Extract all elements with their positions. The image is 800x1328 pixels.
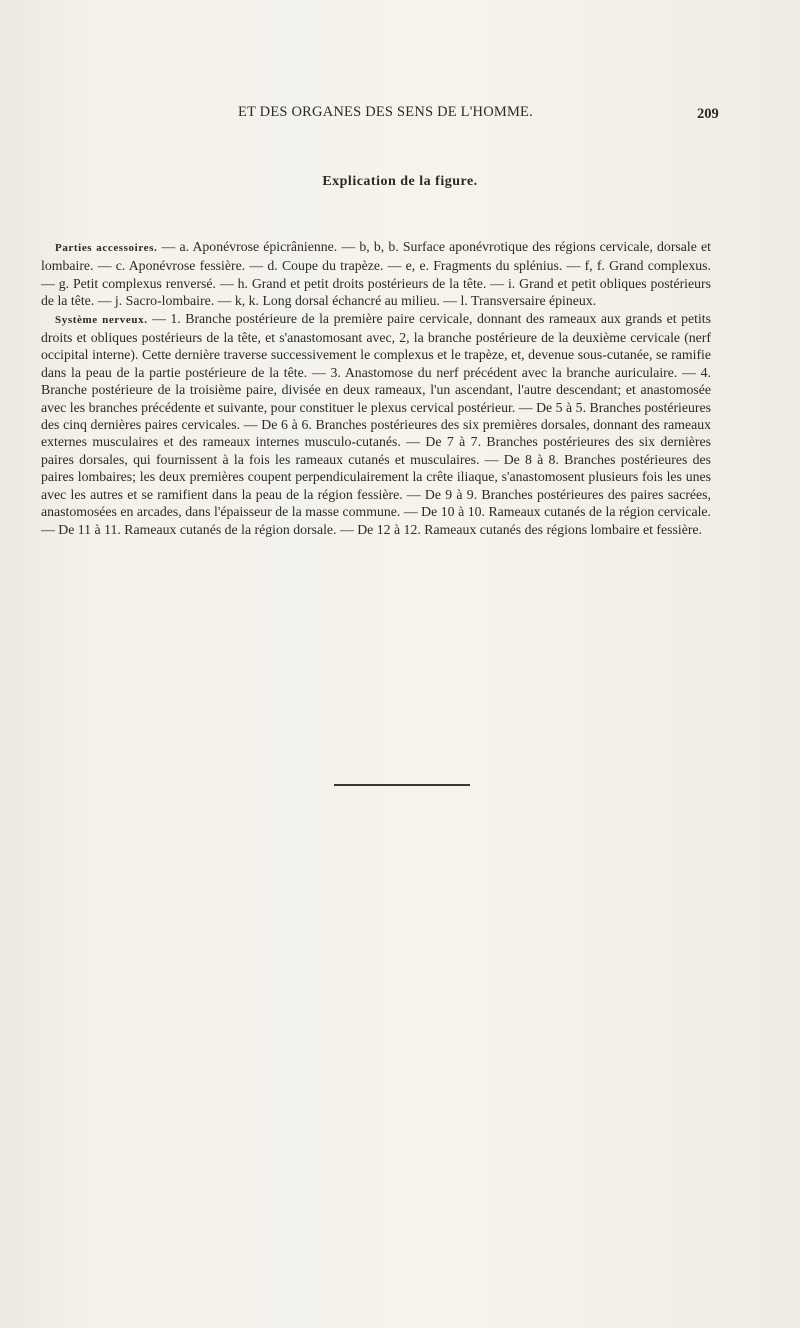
page-number: 209 <box>697 106 719 122</box>
page-header <box>0 104 800 128</box>
paragraph-lead: Système nerveux. <box>55 313 148 326</box>
paragraph-text: — a. Aponévrose épicrânienne. — b, b, b. Surface aponévrotique des régions cervicale, dorsale et lombaire. — c. Aponévrose fessière. — d. Coupe du trapèze. — e, e. Fragments du splénius. — f, f. Grand complexus. — g. Petit complexus renversé. — h. Grand et petit droits postérieurs de la tête. — i. Grand et petit obliques postérieurs de la tête. — j. Sacro-lombaire. — k, k. Long dorsal échancré au milieu. — l. Transversaire épineux. <box>41 239 711 309</box>
paragraph-systeme-nerveux <box>41 310 711 538</box>
closing-rule <box>334 784 470 786</box>
paragraph-lead: Parties accessoires. <box>55 242 158 254</box>
paragraph-text: — 1. Branche postérieure de la première paire cervicale, donnant des rameaux aux grands et petits droits et obliques postérieurs de la tête, et s'anastomosant avec, 2, la branche postérieure de la deuxième cervicale (nerf occipital interne). Cette dernière traverse successivement le complexus et le trapèze, et, devenue sous-cutanée, se ramifie dans la peau de la partie postérieure de la tête. — 3. Anastomose du nerf précédent avec la branche auriculaire. — 4. Branche postérieure de la troisième paire, divisée en deux rameaux, l'un ascendant, l'autre descendant; et anastomosée avec les branches précédente et suivante, pour constituer le plexus cervical postérieur. — De 5 à 5. Branches postérieures des cinq dernières paires cervicales. — De 6 à 6. Branches postérieures des six premières dorsales, donnant des rameaux externes musculaires et des rameaux internes musculo-cutanés. — De 7 à 7. Branches postérieures des six dernières paires dorsales, qui fournissent à la fois les rameaux cutanés et musculaires. — De 8 à 8. Branches postérieures des paires lombaires; les deux premières coupent perpendiculairement la crête iliaque, s'anastomosent plusieurs fois les unes avec les autres et se ramifient dans la peau de la région fessière. — De 9 à 9. Branches postérieures des paires sacrées, anastomosées en arcades, dans l'épaisseur de la masse commune. — De 10 à 10. Rameaux cutanés de la région cervicale. — De 11 à 11. Rameaux cutanés de la région dorsale. — De 12 à 12. Rameaux cutanés des régions lombaire et fessière. <box>41 310 711 537</box>
explanation-body <box>41 238 711 538</box>
running-head: ET DES ORGANES DES SENS DE L'HOMME. <box>238 104 533 120</box>
section-title: Explication de la figure. <box>322 174 478 189</box>
paragraph-parties-accessoires <box>41 238 711 310</box>
